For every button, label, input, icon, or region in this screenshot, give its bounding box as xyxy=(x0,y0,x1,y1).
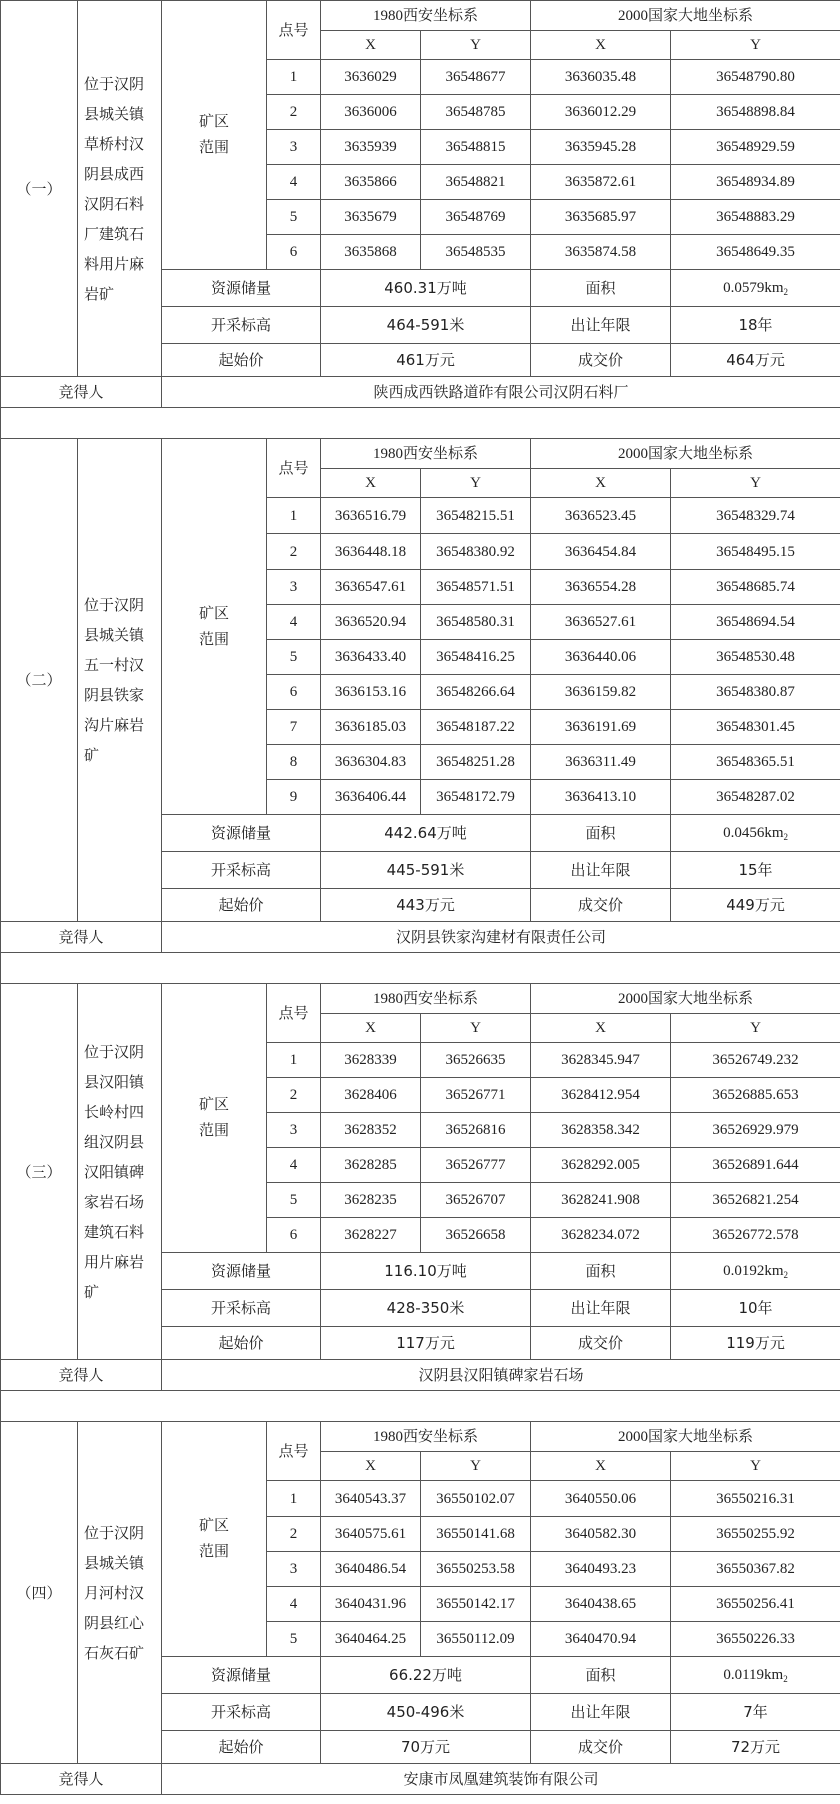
block-index: （二） xyxy=(1,439,78,922)
x-1980-value: 3640575.61 xyxy=(321,1517,421,1552)
x-2000-value: 3636159.82 xyxy=(531,675,671,710)
y-1980-header: Y xyxy=(421,31,531,60)
deal-price-label: 成交价 xyxy=(531,344,671,377)
x-2000-value: 3635945.28 xyxy=(531,130,671,165)
x-1980-value: 3636448.18 xyxy=(321,534,421,570)
y-2000-header: Y xyxy=(671,1452,840,1481)
x-1980-value: 3636185.03 xyxy=(321,710,421,745)
point-no: 6 xyxy=(267,1218,321,1253)
winner-label: 竞得人 xyxy=(1,922,162,953)
point-no: 5 xyxy=(267,1622,321,1657)
x-1980-value: 3636153.16 xyxy=(321,675,421,710)
block-index: （三） xyxy=(1,984,78,1360)
y-2000-value: 36548365.51 xyxy=(671,745,840,780)
y-1980-value: 36548266.64 xyxy=(421,675,531,710)
area-value-text: 0.0119km xyxy=(723,1666,784,1683)
point-no: 4 xyxy=(267,1148,321,1183)
y-2000-value: 36550256.41 xyxy=(671,1587,840,1622)
deal-price-label: 成交价 xyxy=(531,1327,671,1360)
point-no: 4 xyxy=(267,1587,321,1622)
area-unit-superscript: 2 xyxy=(783,831,788,842)
winner-value: 陕西成西铁路道砟有限公司汉阴石料厂 xyxy=(162,377,840,408)
point-no-header: 点号 xyxy=(267,984,321,1043)
point-no: 5 xyxy=(267,640,321,675)
x-2000-value: 3640582.30 xyxy=(531,1517,671,1552)
winner-row xyxy=(1,1764,840,1795)
y-2000-value: 36548380.87 xyxy=(671,675,840,710)
x-2000-value: 3628345.947 xyxy=(531,1043,671,1078)
spacer-row xyxy=(1,408,840,439)
crs-1980-header: 1980西安坐标系 xyxy=(321,1422,531,1452)
elevation-value: 428-350米 xyxy=(321,1290,531,1327)
crs-1980-header: 1980西安坐标系 xyxy=(321,439,531,469)
term-value: 15年 xyxy=(671,852,840,889)
y-1980-value: 36548571.51 xyxy=(421,570,531,605)
point-no: 4 xyxy=(267,165,321,200)
y-1980-value: 36548580.31 xyxy=(421,605,531,640)
crs-1980-header: 1980西安坐标系 xyxy=(321,984,531,1014)
term-label: 出让年限 xyxy=(531,1694,671,1731)
reserves-value: 442.64万吨 xyxy=(321,815,531,852)
x-2000-value: 3628292.005 xyxy=(531,1148,671,1183)
x-2000-value: 3628358.342 xyxy=(531,1113,671,1148)
area-value xyxy=(671,1657,840,1694)
block-header-row xyxy=(1,439,840,469)
start-price-label: 起始价 xyxy=(162,1731,321,1764)
point-no: 3 xyxy=(267,130,321,165)
x-2000-value: 3636454.84 xyxy=(531,534,671,570)
mine-name xyxy=(78,1,162,377)
y-1980-value: 36550142.17 xyxy=(421,1587,531,1622)
block-index: （四） xyxy=(1,1422,78,1764)
winner-row xyxy=(1,922,840,953)
y-2000-value: 36548898.84 xyxy=(671,95,840,130)
winner-value: 汉阴县汉阳镇碑家岩石场 xyxy=(162,1360,840,1391)
y-2000-value: 36548287.02 xyxy=(671,780,840,815)
y-1980-value: 36526777 xyxy=(421,1148,531,1183)
crs-2000-header: 2000国家大地坐标系 xyxy=(531,439,840,469)
y-2000-value: 36548685.74 xyxy=(671,570,840,605)
x-2000-value: 3636527.61 xyxy=(531,605,671,640)
mine-name xyxy=(78,439,162,922)
point-no: 1 xyxy=(267,498,321,534)
table-body xyxy=(1,1,840,1795)
y-2000-value: 36550255.92 xyxy=(671,1517,840,1552)
y-2000-value: 36526929.979 xyxy=(671,1113,840,1148)
term-label: 出让年限 xyxy=(531,1290,671,1327)
y-1980-value: 36550141.68 xyxy=(421,1517,531,1552)
y-1980-value: 36548416.25 xyxy=(421,640,531,675)
x-1980-value: 3636547.61 xyxy=(321,570,421,605)
x-1980-value: 3636304.83 xyxy=(321,745,421,780)
winner-row xyxy=(1,1360,840,1391)
y-2000-value: 36548790.80 xyxy=(671,60,840,95)
y-1980-value: 36526816 xyxy=(421,1113,531,1148)
y-2000-value: 36526891.644 xyxy=(671,1148,840,1183)
x-1980-value: 3628235 xyxy=(321,1183,421,1218)
area-label: 面积 xyxy=(531,270,671,307)
area-value-text: 0.0579km xyxy=(723,279,784,296)
winner-label: 竞得人 xyxy=(1,1764,162,1795)
y-1980-value: 36550253.58 xyxy=(421,1552,531,1587)
area-label: 面积 xyxy=(531,1253,671,1290)
point-no: 3 xyxy=(267,570,321,605)
point-no: 5 xyxy=(267,1183,321,1218)
mine-name-text: 位于汉阴县城关镇五一村汉阴县铁家沟片麻岩矿 xyxy=(84,596,145,764)
reserves-label: 资源储量 xyxy=(162,1253,321,1290)
area-label: 面积 xyxy=(531,815,671,852)
point-no: 8 xyxy=(267,745,321,780)
x-2000-value: 3636311.49 xyxy=(531,745,671,780)
deal-price-value: 449万元 xyxy=(671,889,840,922)
point-no: 3 xyxy=(267,1113,321,1148)
mining-area-label xyxy=(162,1422,267,1657)
reserves-value: 460.31万吨 xyxy=(321,270,531,307)
x-1980-value: 3640486.54 xyxy=(321,1552,421,1587)
point-no: 2 xyxy=(267,1517,321,1552)
x-2000-value: 3636440.06 xyxy=(531,640,671,675)
point-no-header: 点号 xyxy=(267,1422,321,1481)
y-2000-value: 36548934.89 xyxy=(671,165,840,200)
x-1980-value: 3635939 xyxy=(321,130,421,165)
y-1980-header: Y xyxy=(421,1014,531,1043)
winner-value: 汉阴县铁家沟建材有限责任公司 xyxy=(162,922,840,953)
elevation-label: 开采标高 xyxy=(162,852,321,889)
y-1980-value: 36548380.92 xyxy=(421,534,531,570)
mining-area-label-text: 矿区范围 xyxy=(198,112,229,156)
point-no: 3 xyxy=(267,1552,321,1587)
x-1980-header: X xyxy=(321,1014,421,1043)
x-2000-value: 3640550.06 xyxy=(531,1481,671,1517)
x-1980-value: 3635866 xyxy=(321,165,421,200)
y-1980-value: 36548815 xyxy=(421,130,531,165)
x-2000-value: 3635872.61 xyxy=(531,165,671,200)
x-2000-header: X xyxy=(531,469,671,498)
x-2000-value: 3636523.45 xyxy=(531,498,671,534)
winner-label: 竞得人 xyxy=(1,377,162,408)
term-value: 7年 xyxy=(671,1694,840,1731)
mining-area-label xyxy=(162,984,267,1253)
y-2000-value: 36548301.45 xyxy=(671,710,840,745)
mining-area-label-text: 矿区范围 xyxy=(198,1095,229,1139)
block-header-row xyxy=(1,984,840,1014)
x-2000-value: 3640470.94 xyxy=(531,1622,671,1657)
y-1980-value: 36548535 xyxy=(421,235,531,270)
y-2000-value: 36548929.59 xyxy=(671,130,840,165)
term-value: 18年 xyxy=(671,307,840,344)
y-2000-value: 36548495.15 xyxy=(671,534,840,570)
point-no: 2 xyxy=(267,534,321,570)
y-1980-value: 36548677 xyxy=(421,60,531,95)
x-2000-value: 3640493.23 xyxy=(531,1552,671,1587)
x-1980-value: 3636406.44 xyxy=(321,780,421,815)
mining-area-label-text: 矿区范围 xyxy=(198,603,229,648)
x-1980-value: 3628285 xyxy=(321,1148,421,1183)
y-2000-header: Y xyxy=(671,469,840,498)
y-2000-value: 36526821.254 xyxy=(671,1183,840,1218)
area-value xyxy=(671,815,840,852)
point-no: 1 xyxy=(267,60,321,95)
y-2000-value: 36548649.35 xyxy=(671,235,840,270)
start-price-value: 117万元 xyxy=(321,1327,531,1360)
reserves-label: 资源储量 xyxy=(162,270,321,307)
y-2000-value: 36526772.578 xyxy=(671,1218,840,1253)
y-1980-value: 36548821 xyxy=(421,165,531,200)
x-2000-value: 3636413.10 xyxy=(531,780,671,815)
winner-label: 竞得人 xyxy=(1,1360,162,1391)
start-price-value: 461万元 xyxy=(321,344,531,377)
reserves-label: 资源储量 xyxy=(162,1657,321,1694)
y-2000-value: 36550367.82 xyxy=(671,1552,840,1587)
y-1980-value: 36526635 xyxy=(421,1043,531,1078)
spacer-cell xyxy=(1,1391,840,1422)
area-unit-superscript: 2 xyxy=(783,1673,788,1684)
x-1980-header: X xyxy=(321,469,421,498)
point-no: 2 xyxy=(267,95,321,130)
term-value: 10年 xyxy=(671,1290,840,1327)
y-2000-value: 36526749.232 xyxy=(671,1043,840,1078)
start-price-label: 起始价 xyxy=(162,344,321,377)
y-1980-value: 36548187.22 xyxy=(421,710,531,745)
area-value xyxy=(671,1253,840,1290)
x-1980-value: 3628406 xyxy=(321,1078,421,1113)
y-1980-value: 36548769 xyxy=(421,200,531,235)
y-2000-value: 36550226.33 xyxy=(671,1622,840,1657)
y-1980-value: 36526658 xyxy=(421,1218,531,1253)
x-1980-header: X xyxy=(321,31,421,60)
x-2000-value: 3636554.28 xyxy=(531,570,671,605)
y-1980-value: 36548172.79 xyxy=(421,780,531,815)
deal-price-value: 72万元 xyxy=(671,1731,840,1764)
mining-area-label xyxy=(162,439,267,815)
crs-2000-header: 2000国家大地坐标系 xyxy=(531,984,840,1014)
x-1980-value: 3636516.79 xyxy=(321,498,421,534)
mine-name xyxy=(78,984,162,1360)
y-2000-header: Y xyxy=(671,1014,840,1043)
x-2000-value: 3636012.29 xyxy=(531,95,671,130)
x-1980-value: 3635679 xyxy=(321,200,421,235)
x-1980-value: 3636006 xyxy=(321,95,421,130)
point-no: 4 xyxy=(267,605,321,640)
point-no: 6 xyxy=(267,675,321,710)
point-no-header: 点号 xyxy=(267,1,321,60)
start-price-label: 起始价 xyxy=(162,889,321,922)
x-2000-header: X xyxy=(531,1014,671,1043)
start-price-label: 起始价 xyxy=(162,1327,321,1360)
block-header-row xyxy=(1,1,840,31)
y-2000-value: 36548694.54 xyxy=(671,605,840,640)
point-no: 9 xyxy=(267,780,321,815)
crs-2000-header: 2000国家大地坐标系 xyxy=(531,1422,840,1452)
x-1980-value: 3636520.94 xyxy=(321,605,421,640)
mining-area-label-text: 矿区范围 xyxy=(198,1516,229,1560)
x-1980-value: 3628227 xyxy=(321,1218,421,1253)
elevation-value: 450-496米 xyxy=(321,1694,531,1731)
y-2000-value: 36548883.29 xyxy=(671,200,840,235)
x-2000-value: 3635874.58 xyxy=(531,235,671,270)
y-2000-value: 36548530.48 xyxy=(671,640,840,675)
y-1980-value: 36526771 xyxy=(421,1078,531,1113)
point-no: 5 xyxy=(267,200,321,235)
x-2000-value: 3628234.072 xyxy=(531,1218,671,1253)
y-2000-header: Y xyxy=(671,31,840,60)
mining-area-label xyxy=(162,1,267,270)
term-label: 出让年限 xyxy=(531,852,671,889)
start-price-value: 70万元 xyxy=(321,1731,531,1764)
point-no: 7 xyxy=(267,710,321,745)
start-price-value: 443万元 xyxy=(321,889,531,922)
x-2000-header: X xyxy=(531,31,671,60)
x-2000-value: 3636191.69 xyxy=(531,710,671,745)
elevation-label: 开采标高 xyxy=(162,1290,321,1327)
term-label: 出让年限 xyxy=(531,307,671,344)
y-1980-value: 36548785 xyxy=(421,95,531,130)
area-label: 面积 xyxy=(531,1657,671,1694)
x-1980-value: 3628339 xyxy=(321,1043,421,1078)
x-2000-value: 3628241.908 xyxy=(531,1183,671,1218)
block-header-row xyxy=(1,1422,840,1452)
area-value-text: 0.0456km xyxy=(723,824,784,841)
elevation-label: 开采标高 xyxy=(162,1694,321,1731)
y-2000-value: 36548329.74 xyxy=(671,498,840,534)
area-value-text: 0.0192km xyxy=(723,1262,784,1279)
x-2000-value: 3628412.954 xyxy=(531,1078,671,1113)
y-1980-value: 36548251.28 xyxy=(421,745,531,780)
mine-name-text: 位于汉阴县城关镇草桥村汉阴县成西汉阴石料厂建筑石料用片麻岩矿 xyxy=(84,74,145,303)
deal-price-label: 成交价 xyxy=(531,1731,671,1764)
x-1980-value: 3640431.96 xyxy=(321,1587,421,1622)
spacer-cell xyxy=(1,953,840,984)
x-1980-value: 3636433.40 xyxy=(321,640,421,675)
x-1980-value: 3628352 xyxy=(321,1113,421,1148)
elevation-label: 开采标高 xyxy=(162,307,321,344)
mine-name xyxy=(78,1422,162,1764)
winner-value: 安康市凤凰建筑装饰有限公司 xyxy=(162,1764,840,1795)
x-2000-value: 3640438.65 xyxy=(531,1587,671,1622)
winner-row xyxy=(1,377,840,408)
deal-price-label: 成交价 xyxy=(531,889,671,922)
crs-2000-header: 2000国家大地坐标系 xyxy=(531,1,840,31)
block-index: （一） xyxy=(1,1,78,377)
x-2000-header: X xyxy=(531,1452,671,1481)
spacer-row xyxy=(1,1391,840,1422)
x-1980-header: X xyxy=(321,1452,421,1481)
reserves-label: 资源储量 xyxy=(162,815,321,852)
x-1980-value: 3635868 xyxy=(321,235,421,270)
elevation-value: 445-591米 xyxy=(321,852,531,889)
point-no: 2 xyxy=(267,1078,321,1113)
spacer-row xyxy=(1,953,840,984)
y-1980-header: Y xyxy=(421,469,531,498)
area-value xyxy=(671,270,840,307)
point-no: 1 xyxy=(267,1043,321,1078)
y-2000-value: 36526885.653 xyxy=(671,1078,840,1113)
area-unit-superscript: 2 xyxy=(783,1269,788,1280)
x-2000-value: 3636035.48 xyxy=(531,60,671,95)
reserves-value: 66.22万吨 xyxy=(321,1657,531,1694)
y-2000-value: 36550216.31 xyxy=(671,1481,840,1517)
spacer-cell xyxy=(1,408,840,439)
y-1980-value: 36526707 xyxy=(421,1183,531,1218)
y-1980-value: 36548215.51 xyxy=(421,498,531,534)
x-1980-value: 3640543.37 xyxy=(321,1481,421,1517)
point-no: 6 xyxy=(267,235,321,270)
y-1980-header: Y xyxy=(421,1452,531,1481)
x-2000-value: 3635685.97 xyxy=(531,200,671,235)
point-no-header: 点号 xyxy=(267,439,321,498)
x-1980-value: 3636029 xyxy=(321,60,421,95)
elevation-value: 464-591米 xyxy=(321,307,531,344)
y-1980-value: 36550102.07 xyxy=(421,1481,531,1517)
reserves-value: 116.10万吨 xyxy=(321,1253,531,1290)
y-1980-value: 36550112.09 xyxy=(421,1622,531,1657)
area-unit-superscript: 2 xyxy=(783,286,788,297)
mine-name-text: 位于汉阴县汉阳镇长岭村四组汉阴县汉阳镇碑家岩石场建筑石料用片麻岩矿 xyxy=(84,1042,145,1301)
mine-name-text: 位于汉阴县城关镇月河村汉阴县红心石灰石矿 xyxy=(84,1523,145,1662)
deal-price-value: 119万元 xyxy=(671,1327,840,1360)
crs-1980-header: 1980西安坐标系 xyxy=(321,1,531,31)
deal-price-value: 464万元 xyxy=(671,344,840,377)
point-no: 1 xyxy=(267,1481,321,1517)
x-1980-value: 3640464.25 xyxy=(321,1622,421,1657)
